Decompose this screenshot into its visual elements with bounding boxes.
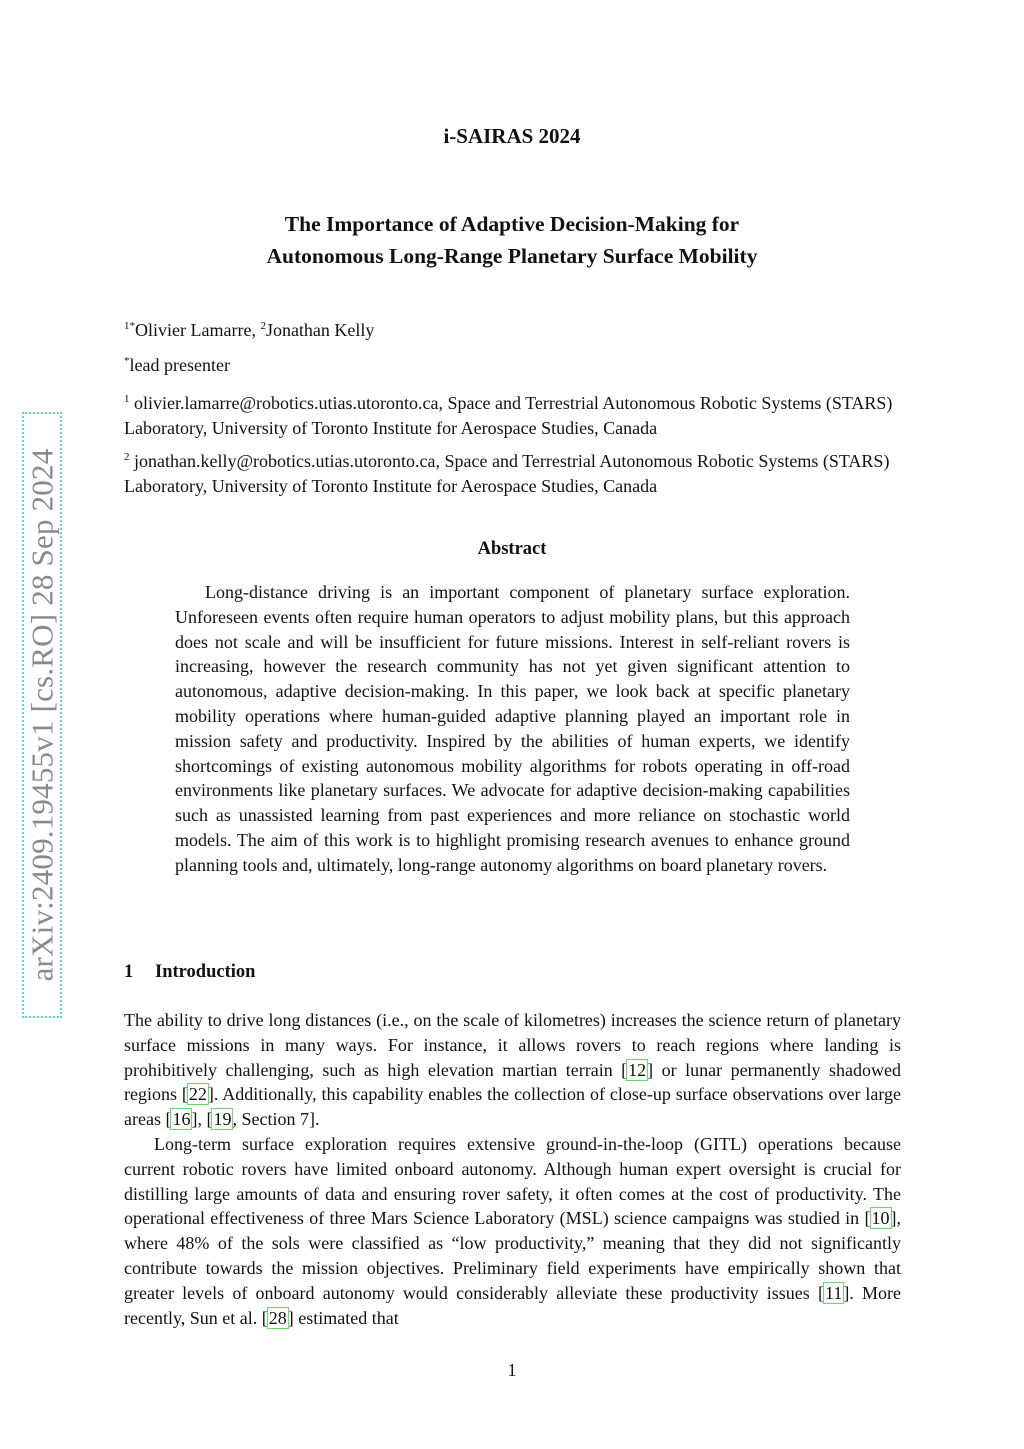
affiliation-2-text: jonathan.kelly@robotics.utias.utoronto.ca, Space and Terrestrial Autonomous Robotic Systems (STARS) Laboratory, University of Toronto Institute for Aerospace Studies, Canada bbox=[124, 451, 890, 496]
citation-link-28[interactable]: 28 bbox=[268, 1307, 287, 1328]
citation-link-19[interactable]: 19 bbox=[213, 1109, 232, 1130]
citation-link-16[interactable]: 16 bbox=[172, 1109, 191, 1130]
lead-presenter-note bbox=[124, 355, 230, 376]
paragraph-1-part-a: The ability to drive long distances (i.e., on the scale of kilometres) increases the science return of planetary surface missions in many ways. For instance, it allows rovers to reach regions where landing is prohibitively challenging, such as high elevation martian terrain [ bbox=[124, 1010, 901, 1080]
arxiv-id-text[interactable]: arXiv:2409.19455v1 [cs.RO] 28 Sep 2024 bbox=[24, 448, 59, 982]
lead-superscript: * bbox=[124, 355, 130, 367]
citation-link-10[interactable]: 10 bbox=[871, 1208, 890, 1229]
author1-superscript: 1* bbox=[124, 320, 135, 332]
title-line-1: The Importance of Adaptive Decision-Making for bbox=[284, 212, 740, 236]
affiliation-2-superscript: 2 bbox=[124, 451, 130, 463]
paper-title bbox=[0, 208, 1024, 272]
author-1: Olivier Lamarre, bbox=[135, 320, 261, 340]
paragraph-1-part-e: , Section 7]. bbox=[232, 1109, 320, 1130]
paragraph-1 bbox=[124, 1008, 901, 1132]
title-line-2: Autonomous Long-Range Planetary Surface Mobility bbox=[266, 244, 758, 268]
author2-superscript: 2 bbox=[260, 320, 266, 332]
abstract-body: Long-distance driving is an important component of planetary surface exploration. Unforeseen events often require human operators to adjust mobility plans, but this approach does not scale and will be insufficient for future missions. Interest in self-reliant rovers is increasing, however the research community has not yet given significant attention to autonomous, adaptive decision-making. In this paper, we look back at specific planetary mobility operations where human-guided adaptive planning played an important role in mission safety and productivity. Inspired by the abilities of human experts, we identify shortcomings of existing autonomous mobility algorithms for robots operating in off-road environments like planetary surfaces. We advocate for adaptive decision-making capabilities such as unassisted learning from past experiences and more reliance on stochastic world models. The aim of this work is to highlight promising research avenues to enhance ground planning tools and, ultimately, long-range autonomy algorithms on board planetary rovers. bbox=[175, 582, 850, 875]
citation-link-22[interactable]: 22 bbox=[188, 1084, 207, 1105]
paragraph-1-part-d: ], [ bbox=[191, 1109, 213, 1130]
affiliation-1 bbox=[124, 391, 914, 441]
lead-presenter-text: lead presenter bbox=[129, 355, 230, 375]
author-2: Jonathan Kelly bbox=[265, 320, 375, 340]
paragraph-2 bbox=[124, 1132, 901, 1330]
paragraph-1-part-b: ] or lunar permanently shadowed regions [ bbox=[124, 1059, 901, 1105]
paragraph-2-part-a: Long-term surface exploration requires extensive ground-in-the-loop (GITL) operations because current robotic rovers have limited onboard autonomy. Although human expert oversight is crucial for distilling large amounts of data and ensuring rover safety, it often comes at the cost of productivity. The operational effectiveness of three Mars Science Laboratory (MSL) science campaigns was studied in [ bbox=[124, 1133, 901, 1229]
arxiv-identifier-stamp[interactable] bbox=[22, 412, 62, 1018]
section-title: Introduction bbox=[155, 962, 256, 982]
citation-link-11[interactable]: 11 bbox=[824, 1282, 843, 1303]
paragraph-2-part-b: ], where 48% of the sols were classified as “low productivity,” meaning that they did not significantly contribute towards the mission objectives. Preliminary field experiments have empirically shown that greater levels of onboard autonomy would considerably alleviate these productivity issues [ bbox=[124, 1208, 901, 1303]
citation-link-12[interactable]: 12 bbox=[628, 1059, 647, 1080]
paragraph-2-part-d: ] estimated that bbox=[287, 1307, 399, 1328]
page-number: 1 bbox=[507, 1360, 517, 1380]
paragraph-1-part-c: ]. Additionally, this capability enables the collection of close-up surface observations over large areas [ bbox=[124, 1084, 901, 1130]
conference-name: i-SAIRAS 2024 bbox=[443, 124, 581, 148]
abstract-heading: Abstract bbox=[477, 539, 547, 559]
author-list bbox=[124, 320, 374, 341]
introduction-body bbox=[124, 1008, 901, 1330]
section-number: 1 bbox=[124, 962, 134, 982]
paragraph-2-part-c: ]. More recently, Sun et al. [ bbox=[124, 1282, 902, 1328]
affiliation-1-text: olivier.lamarre@robotics.utias.utoronto.ca, Space and Terrestrial Autonomous Robotic Systems (STARS) Laboratory, University of Toronto Institute for Aerospace Studies, Canada bbox=[124, 393, 893, 438]
affiliation-1-superscript: 1 bbox=[124, 393, 130, 405]
affiliation-2 bbox=[124, 449, 914, 499]
section-heading-introduction bbox=[124, 962, 255, 983]
